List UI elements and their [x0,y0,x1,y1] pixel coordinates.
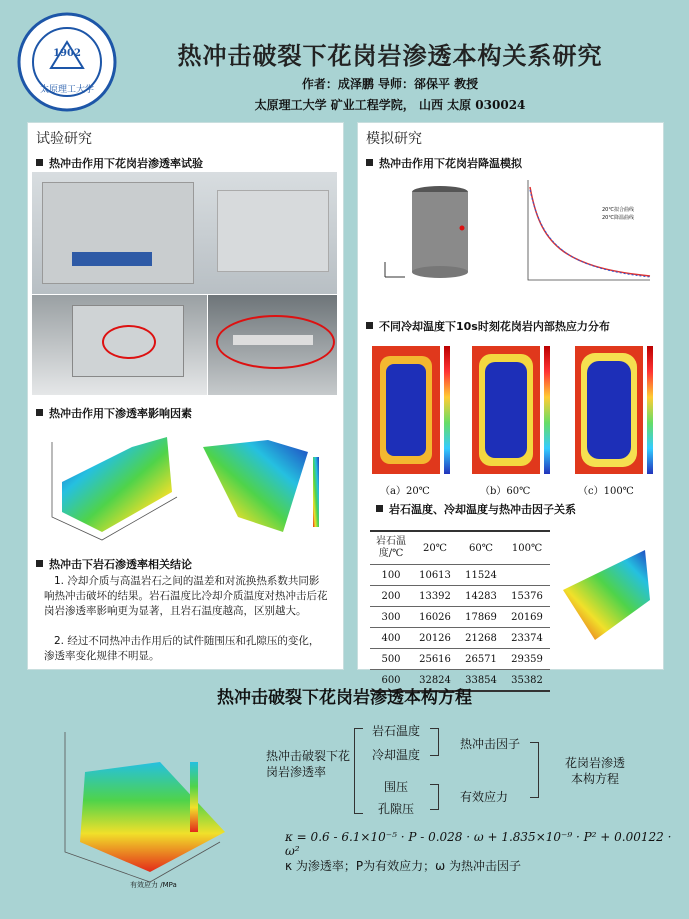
table-header-100: 100℃ [504,531,550,565]
table-row: 600 32824 33854 35382 [370,670,550,692]
table-row: 500 25616 26571 29359 [370,649,550,670]
brace-stress [430,784,439,810]
bullet-cooling-simulation: 热冲击作用下花岗岩降温模拟 [366,155,522,171]
cooling-legend-curve: 20℃降温曲线 [602,215,634,221]
lab-photo-furnace [32,172,337,294]
flow-start: 热冲击破裂下花岗岩渗透率 [266,749,351,779]
stress-label-20: （a）20℃ [380,486,430,497]
flow-cool-temp: 冷却温度 [372,748,421,762]
bullet-factor-relation: 岩石温度、冷却温度与热冲击因子关系 [376,501,576,517]
bullet-influence-factors: 热冲击作用下渗透率影响因素 [36,405,192,421]
table-header-60: 60℃ [458,531,504,565]
lab-photo-specimen [208,295,337,395]
bullet-permeability-test: 热冲击作用下花岗岩渗透率试验 [36,155,203,171]
stress-map-20 [372,346,440,474]
factor-table [370,530,550,692]
permeability-3d-plot [40,712,250,892]
page-title: 热冲击破裂下花岗岩渗透本构关系研究 [177,41,603,70]
colorbar-100 [647,346,653,474]
flow-pore: 孔隙压 [378,802,415,816]
conclusion-2: 2. 经过不同热冲击作用后的试件随围压和孔隙压的变化，渗透率变化规律不明显。 [44,635,320,662]
table-row: 400 20126 21268 23374 [370,628,550,649]
constitutive-equation: κ = 0.6 - 6.1×10⁻⁵ · P - 0.028 · ω + 1.835×10⁻⁹ · P² + 0.00122 · ω² [285,830,672,858]
colorbar-20 [444,346,450,474]
stress-label-100: （c）100℃ [578,486,634,497]
cylinder-model [370,172,500,297]
surface-plot-right [188,422,338,547]
x-axis-label: 有效应力 /MPa [130,881,177,889]
lab-photo-permeameter [32,295,207,395]
brace-result [530,742,539,798]
flow-eff-stress: 有效应力 [460,790,509,804]
brace-temp [430,728,439,756]
stress-map-100 [575,346,643,474]
logo-year: 1902 [53,48,81,59]
table-row: 100 10613 11524 [370,565,550,586]
authors: 作者：成泽鹏 导师：郤保平 教授 [301,77,479,91]
flow-factor: 热冲击因子 [460,737,521,751]
cooling-curve-chart [510,172,655,297]
table-header-20: 20℃ [412,531,458,565]
table-row: 200 13392 14283 15376 [370,586,550,607]
cooling-legend-fit: 20℃拟合曲线 [602,207,634,213]
flow-confining: 围压 [384,780,409,794]
table-header-rock: 岩石温度/℃ [370,531,412,565]
experiment-title: 试验研究 [36,131,92,147]
flow-rock-temp: 岩石温度 [372,724,421,738]
conclusion-1: 1. 冷却介质与高温岩石之间的温差和对流换热系数共同影响热冲击破坏的结果。岩石温度比冷却介质温度对热冲击后花岗岩渗透率影响更为显著，且岩石温度越高，区别越大。 [44,575,328,617]
simulation-title: 模拟研究 [366,131,422,147]
university-logo [17,12,117,112]
logo-cn-text: 太原理工大学 [39,85,94,95]
equation-note: κ 为渗透率；P为有效应力；ω 为热冲击因子 [285,859,521,873]
table-row: 300 16026 17869 20169 [370,607,550,628]
brace-inputs [354,728,363,814]
bullet-conclusions: 热冲击下岩石渗透率相关结论 [36,556,192,572]
flow-result: 花岗岩渗透本构方程 [564,756,625,786]
affiliation: 太原理工大学 矿业工程学院， 山西 太原 030024 [254,98,526,112]
bullet-thermal-stress: 不同冷却温度下10s时刻花岗岩内部热应力分布 [366,318,610,334]
stress-label-60: （b）60℃ [480,486,531,497]
stress-map-60 [472,346,540,474]
bottom-title: 热冲击破裂下花岗岩渗透本构方程 [217,688,472,708]
surface-plot-left [32,422,182,547]
factor-surface-plot [555,530,660,665]
colorbar-60 [544,346,550,474]
